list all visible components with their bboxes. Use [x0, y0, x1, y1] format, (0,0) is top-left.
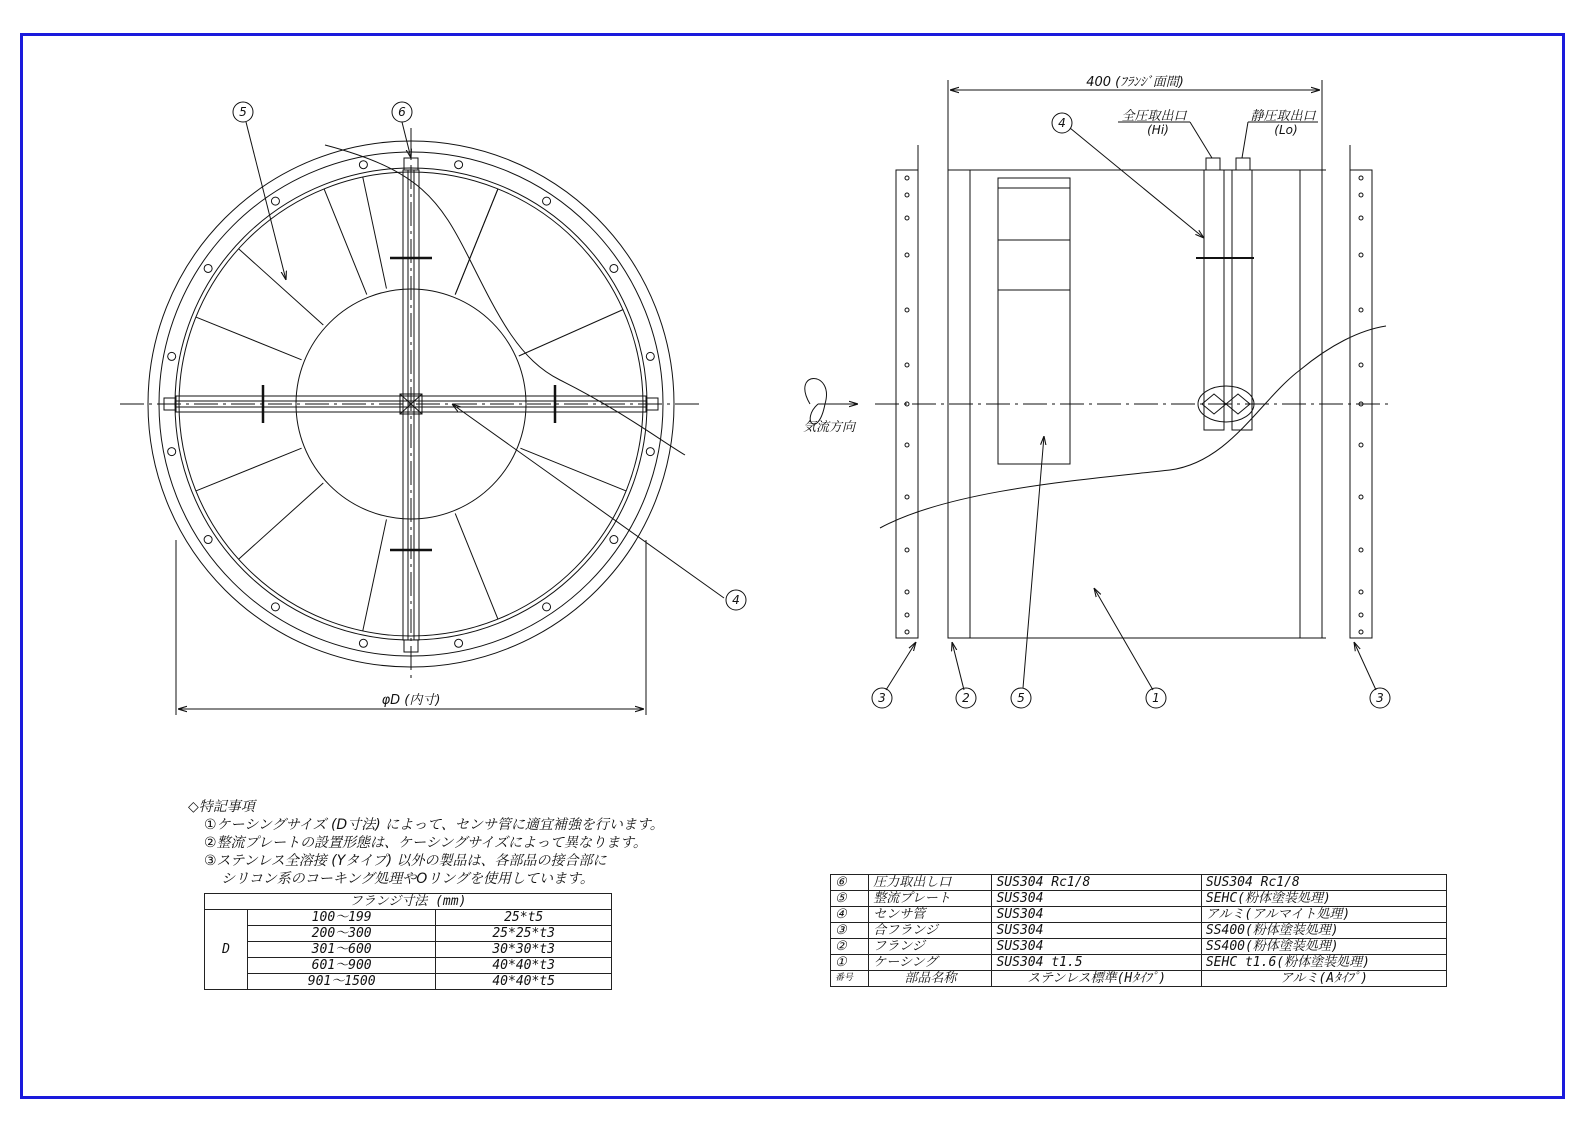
- flange-hole: [1359, 613, 1363, 617]
- table-cell: SUS304: [992, 923, 1201, 939]
- bolt-hole: [359, 161, 367, 169]
- side-view: [802, 80, 1392, 708]
- blade: [455, 513, 498, 619]
- table-cell: 200〜300: [248, 926, 436, 942]
- blade: [520, 448, 626, 491]
- bolt-hole: [271, 197, 279, 205]
- table-cell: ②: [831, 939, 869, 955]
- balloon-4-front-text: 4: [732, 593, 740, 607]
- table-footer-row: [831, 971, 1447, 987]
- table-cell: SUS304: [992, 907, 1201, 923]
- flange-hole: [1359, 193, 1363, 197]
- flange-distance-label: 400 (ﾌﾗﾝｼﾞ面間): [1086, 75, 1184, 90]
- table-cell: ⑥: [831, 875, 869, 891]
- blade: [324, 189, 367, 295]
- note-1: ①ケーシングサイズ (D寸法) によって、センサ管に適宜補強を行います。: [204, 817, 664, 833]
- bolt-hole: [646, 448, 654, 456]
- table-cell: 40*40*t5: [436, 974, 612, 990]
- flange-hole: [905, 176, 909, 180]
- flange-hole: [905, 495, 909, 499]
- table-cell: ④: [831, 907, 869, 923]
- table-cell: ③: [831, 923, 869, 939]
- flange-hole: [905, 308, 909, 312]
- bolt-hole: [204, 536, 212, 544]
- blade: [455, 189, 498, 295]
- table-cell: ステンレス標準(Hﾀｲﾌﾟ): [992, 971, 1201, 987]
- table-cell: ケーシング: [869, 955, 992, 971]
- note-4: シリコン系のコーキング処理やOリングを使用しています。: [221, 871, 594, 887]
- flange-hole: [905, 590, 909, 594]
- airflow-label: 気流方向: [802, 420, 856, 435]
- flange-hole: [905, 193, 909, 197]
- table-cell: 合フランジ: [869, 923, 992, 939]
- bolt-hole: [543, 197, 551, 205]
- straightening-plate: [998, 178, 1070, 464]
- flange-hole: [905, 443, 909, 447]
- blade: [363, 177, 387, 289]
- balloon-5-side-text: 5: [1017, 691, 1025, 705]
- diameter-label: φD (内寸): [381, 693, 441, 708]
- blade: [239, 483, 324, 559]
- bolt-hole: [359, 639, 367, 647]
- balloon-3-left-text: 3: [878, 691, 886, 705]
- balloon-4-side-text: 4: [1058, 116, 1066, 130]
- airflow-symbol: [805, 379, 827, 425]
- table-cell: 整流プレート: [869, 891, 992, 907]
- table-cell: アルミ(Aﾀｲﾌﾟ): [1201, 971, 1446, 987]
- flange-hole: [1359, 548, 1363, 552]
- note-2: ②整流プレートの設置形態は、ケーシングサイズによって異なります。: [204, 835, 647, 851]
- flange-table-header: フランジ寸法 (mm): [205, 894, 612, 910]
- flange-hole: [905, 548, 909, 552]
- break-line-side: [880, 326, 1386, 528]
- table-cell: 25*t5: [436, 910, 612, 926]
- bolt-hole: [168, 448, 176, 456]
- table-row: [831, 875, 1447, 891]
- table-cell: 25*25*t3: [436, 926, 612, 942]
- bolt-hole: [543, 603, 551, 611]
- bolt-hole: [455, 161, 463, 169]
- static-pressure-label: 静圧取出口: [1250, 109, 1316, 124]
- table-cell: SEHC(粉体塗装処理): [1201, 891, 1446, 907]
- table-cell: SUS304: [992, 891, 1201, 907]
- bolt-hole: [646, 352, 654, 360]
- static-pressure-sub: (Lo): [1274, 123, 1298, 137]
- sensor-tube-lo: [1232, 170, 1252, 430]
- table-row: [831, 939, 1447, 955]
- notes-title: ◇特記事項: [188, 799, 255, 815]
- table-cell: SUS304 t1.5: [992, 955, 1201, 971]
- balloon-5-front-text: 5: [239, 105, 247, 119]
- table-cell: ①: [831, 955, 869, 971]
- flange-hole: [1359, 176, 1363, 180]
- table-cell: フランジ: [869, 939, 992, 955]
- table-row: [831, 955, 1447, 971]
- balloon-1-text: 1: [1152, 691, 1160, 705]
- balloon-2-text: 2: [962, 691, 970, 705]
- flange-hole: [1359, 216, 1363, 220]
- table-cell: 601〜900: [248, 958, 436, 974]
- table-cell: センサ管: [869, 907, 992, 923]
- table-cell: 301〜600: [248, 942, 436, 958]
- table-row: [831, 891, 1447, 907]
- flange-hole: [1359, 253, 1363, 257]
- flange-hole: [905, 630, 909, 634]
- bolt-hole: [610, 264, 618, 272]
- table-cell: SEHC t1.6(粉体塗装処理): [1201, 955, 1446, 971]
- table-row: [831, 907, 1447, 923]
- blade: [196, 317, 302, 360]
- bolt-hole: [271, 603, 279, 611]
- table-cell: SUS304: [992, 939, 1201, 955]
- table-cell: アルミ(アルマイト処理): [1201, 907, 1446, 923]
- flange-hole: [1359, 308, 1363, 312]
- special-notes: [188, 798, 664, 888]
- table-cell: SUS304 Rc1/8: [1201, 875, 1446, 891]
- bolt-hole: [455, 639, 463, 647]
- table-cell: 901〜1500: [248, 974, 436, 990]
- note-3: ③ステンレス全溶接 (Yタイプ) 以外の製品は、各部品の接合部に: [204, 853, 607, 869]
- total-pressure-sub: (Hi): [1147, 123, 1169, 137]
- table-cell: 100〜199: [248, 910, 436, 926]
- bolt-hole: [610, 536, 618, 544]
- flange-row-label: D: [205, 910, 248, 990]
- parts-table: [830, 874, 1447, 987]
- table-row: [831, 923, 1447, 939]
- flange-holes: [905, 176, 1363, 634]
- flange-hole: [1359, 590, 1363, 594]
- flange-hole: [1359, 363, 1363, 367]
- table-cell: ⑤: [831, 891, 869, 907]
- table-cell: 番号: [831, 971, 869, 987]
- table-cell: SS400(粉体塗装処理): [1201, 939, 1446, 955]
- front-view: [120, 102, 746, 715]
- flange-hole: [905, 363, 909, 367]
- blade: [519, 310, 623, 356]
- table-cell: 部品名称: [869, 971, 992, 987]
- flange-hole: [905, 216, 909, 220]
- table-cell: 圧力取出し口: [869, 875, 992, 891]
- table-cell: 40*40*t3: [436, 958, 612, 974]
- table-cell: 30*30*t3: [436, 942, 612, 958]
- blade: [363, 519, 387, 631]
- flange-dimension-table: [204, 893, 612, 990]
- bolt-hole: [168, 352, 176, 360]
- flange-hole: [905, 613, 909, 617]
- balloon-3-right-text: 3: [1376, 691, 1384, 705]
- balloon-6-front-text: 6: [398, 105, 406, 119]
- bolt-hole: [204, 264, 212, 272]
- flange-hole: [1359, 495, 1363, 499]
- flange-hole: [1359, 443, 1363, 447]
- table-cell: SUS304 Rc1/8: [992, 875, 1201, 891]
- table-cell: SS400(粉体塗装処理): [1201, 923, 1446, 939]
- flange-hole: [905, 253, 909, 257]
- total-pressure-label: 全圧取出口: [1121, 109, 1187, 124]
- flange-hole: [1359, 630, 1363, 634]
- blade: [196, 448, 302, 491]
